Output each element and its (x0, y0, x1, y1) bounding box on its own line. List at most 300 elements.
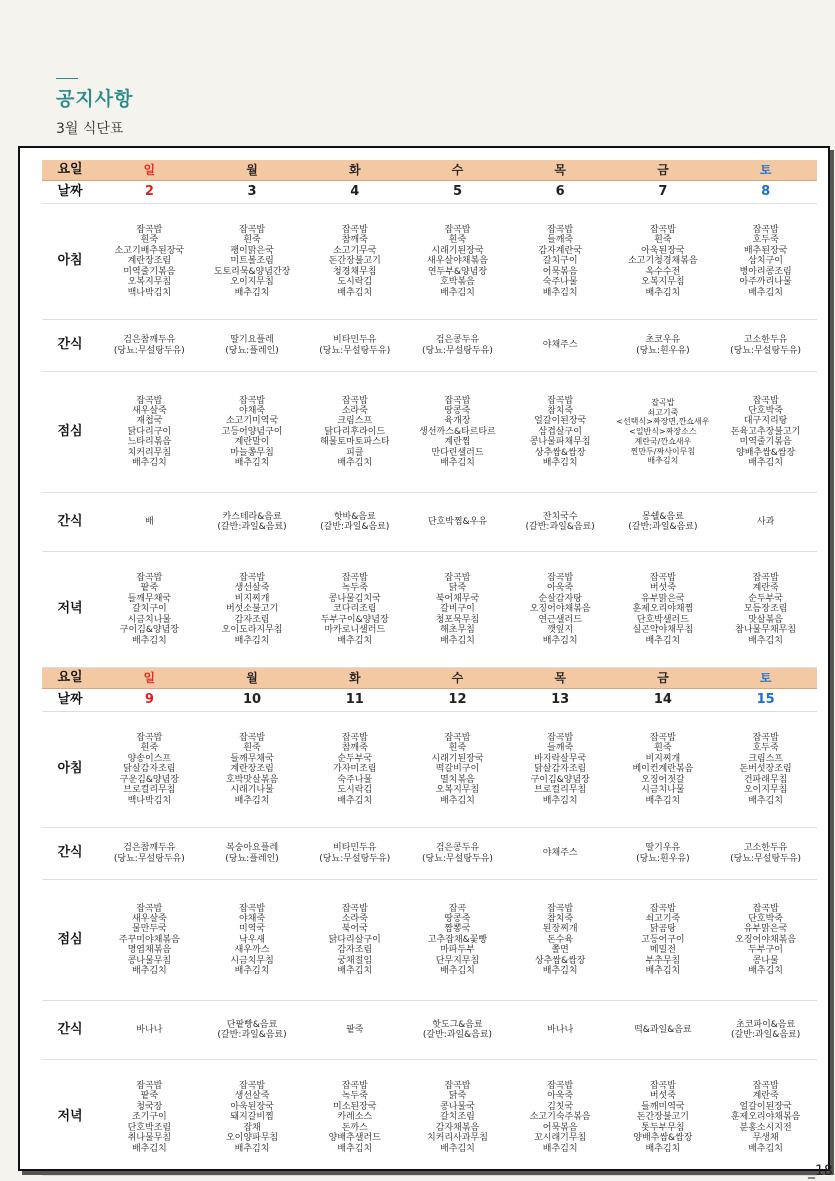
menu-cell (201, 552, 304, 668)
menu-cell (201, 1001, 304, 1060)
menu-item: 바지락살무국 (534, 753, 587, 764)
menu-item: 잡곡밥 (239, 573, 266, 584)
menu-item: 소고기미역국 (225, 416, 279, 427)
date-cell: 9 (98, 689, 201, 712)
menu-item: 배추김치 (440, 966, 475, 977)
menu-item: 배추김치 (234, 966, 270, 977)
menu-item: 시래기된장국 (431, 245, 484, 256)
meal-row-snack2 (42, 1001, 817, 1060)
menu-item: 팥죽 (140, 1091, 159, 1102)
menu-item: 유부맑은국 (641, 593, 685, 604)
menu-item: 연두부&양념장 (427, 266, 488, 277)
menu-cell (612, 880, 715, 1001)
day-header-row (42, 160, 817, 181)
menu-item: 배추김치 (748, 635, 783, 646)
menu-item: 배추된장국 (743, 245, 788, 256)
menu-item: 사과 (756, 516, 775, 527)
menu-item: 상추쌈&쌈장 (534, 955, 586, 966)
menu-item: 해초무침 (440, 625, 475, 636)
menu-item: 훈제오리야채볶음 (730, 1112, 801, 1123)
menu-item: 순두부국 (748, 593, 783, 604)
menu-item: (당뇨:무설탕두유) (730, 853, 802, 864)
menu-item: 호두죽 (752, 235, 779, 246)
menu-cell (201, 320, 304, 372)
day-header-cell: 토 (714, 160, 817, 181)
menu-item: 아욱죽 (547, 583, 574, 594)
menu-item: 도시락김 (337, 277, 373, 288)
menu-item: 미역줄기볶음 (123, 266, 176, 277)
menu-item: 궁채절임 (337, 955, 373, 966)
meal-row-snack1 (42, 320, 817, 372)
menu-cell (714, 880, 817, 1001)
menu-item: (갈반:과일&음료) (730, 1030, 801, 1040)
menu-item: 숙주나물 (337, 774, 373, 785)
menu-cell (303, 552, 406, 668)
date-row (42, 689, 817, 712)
menu-item: 배추김치 (542, 287, 578, 298)
menu-item: 잡곡 (448, 903, 467, 914)
menu-item: 계란국/깐쇼새우 (634, 436, 692, 446)
row-label-lunch: 점심 (42, 880, 98, 1001)
day-header-cell: 금 (612, 160, 715, 181)
menu-item: 검은참깨두유 (123, 843, 176, 854)
menu-item: 고소한두유 (743, 843, 788, 854)
menu-cell (714, 204, 817, 320)
menu-item: <일반식>짜장소스 (629, 427, 697, 437)
menu-item: 배추김치 (131, 1143, 167, 1154)
menu-item: 잔치국수 (542, 511, 578, 522)
menu-item: 미역줄기볶음 (739, 437, 792, 448)
menu-item: 참깨죽 (341, 235, 368, 246)
menu-item: 오이지무침 (743, 785, 788, 796)
menu-item: 분홍소시지전 (739, 1122, 792, 1133)
menu-item: 콩나물파채무침 (529, 437, 591, 448)
menu-item: 잡곡밥 (239, 395, 266, 406)
menu-item: 잡곡밥 (136, 573, 163, 584)
menu-item: 얼갈이된장국 (739, 1101, 792, 1112)
menu-item: 고소한두유 (743, 335, 788, 346)
menu-item: 계란장조림 (127, 256, 172, 267)
menu-item: 무생채 (752, 1133, 779, 1144)
menu-cell (509, 1001, 612, 1060)
menu-item: 시래기된장국 (431, 753, 484, 764)
menu-cell (509, 1060, 612, 1176)
menu-item: 마카로니샐러드 (324, 625, 386, 636)
menu-item: (당뇨:플레인) (225, 345, 279, 356)
menu-item: (당뇨:무설탕두유) (113, 345, 185, 356)
menu-item: 소고기무국 (333, 245, 377, 256)
menu-item: 고등어구이 (641, 934, 685, 945)
menu-item: 크림스프 (748, 753, 783, 764)
menu-item: 감자계란국 (538, 245, 582, 256)
menu-item: 카레소스 (337, 1112, 373, 1123)
menu-item: (갈반:과일&음료) (628, 522, 698, 532)
day-header-cell: 수 (406, 668, 509, 689)
menu-item: 잡곡밥 (444, 225, 471, 236)
menu-item: 육개장 (444, 416, 471, 427)
menu-item: 배추김치 (234, 287, 270, 298)
page-title: 공지사항 (56, 88, 134, 110)
menu-item: (당뇨:흰우유) (636, 345, 690, 356)
meal-row-breakfast (42, 204, 817, 320)
menu-item: 돈간장불고기 (636, 1112, 689, 1123)
menu-item: 팥죽 (346, 1024, 364, 1035)
menu-item: 야채죽 (239, 405, 266, 416)
menu-item: 아욱된장국 (230, 1101, 274, 1112)
menu-item: 배추김치 (748, 458, 783, 469)
menu-item: 청경채무침 (333, 266, 377, 277)
menu-cell (303, 1060, 406, 1176)
menu-item: 비타민두유 (333, 843, 377, 854)
menu-item: 배 (145, 516, 154, 527)
menu-item: 느타리볶음 (127, 437, 172, 448)
menu-item: 피클 (346, 447, 364, 458)
menu-item: 계란죽 (752, 1091, 779, 1102)
menu-item: 미역국 (239, 924, 266, 935)
menu-cell (303, 880, 406, 1001)
menu-item: 삼겹살구이 (538, 426, 582, 437)
menu-item: 삼치구이 (748, 256, 783, 267)
menu-item: 딸기우유 (645, 843, 681, 854)
menu-cell (98, 552, 201, 668)
day-header-cell: 일 (98, 668, 201, 689)
menu-cell (303, 712, 406, 828)
date-cell: 6 (509, 181, 612, 204)
menu-item: 양배추쌈&쌈장 (736, 447, 796, 458)
menu-item: 대구지리탕 (743, 416, 788, 427)
menu-cell (714, 493, 817, 552)
menu-item: 배추김치 (440, 795, 475, 806)
menu-item: 재첩국 (136, 416, 163, 427)
menu-item: 배추김치 (542, 966, 578, 977)
menu-cell (406, 828, 509, 880)
menu-item: 잡곡밥 (444, 573, 471, 584)
menu-item: 북어국 (341, 924, 368, 935)
menu-item: 잡채 (243, 1122, 261, 1133)
menu-item: 소고기배추된장국 (114, 245, 185, 256)
menu-item: 구이김&양념장 (119, 625, 179, 636)
menu-item: 잡곡밥 (649, 733, 676, 744)
menu-item: 소라죽 (341, 405, 368, 416)
menu-cell (406, 1060, 509, 1176)
menu-item: 오징어야채볶음 (735, 934, 797, 945)
menu-item: 배추김치 (645, 966, 681, 977)
menu-cell (98, 204, 201, 320)
menu-item: 들깨무채국 (127, 593, 172, 604)
menu-cell (612, 372, 715, 493)
menu-item: 초코우유 (645, 335, 681, 346)
menu-item: 감자조림 (337, 945, 373, 956)
day-header-cell: 토 (714, 668, 817, 689)
menu-item: 배추김치 (131, 458, 167, 469)
row-label-snack: 간식 (42, 1001, 98, 1060)
menu-item: 잡곡밥 (649, 225, 676, 236)
menu-item: 고등어양념구이 (221, 426, 283, 437)
menu-item: 맛살볶음 (748, 614, 783, 625)
menu-item: (갈반:과일&음료) (217, 1030, 287, 1040)
menu-item: 콩나물무침 (127, 955, 172, 966)
menu-item: 얼갈이된장국 (534, 416, 587, 427)
menu-item: 유부맑은국 (743, 924, 788, 935)
menu-item: 배추김치 (748, 795, 783, 806)
date-cell: 11 (303, 689, 406, 712)
menu-cell (406, 493, 509, 552)
date-cell: 7 (612, 181, 715, 204)
menu-item: 계란찜 (444, 437, 471, 448)
menu-item: 잡곡밥 (136, 733, 163, 744)
menu-item: 꼬시래기무침 (534, 1133, 587, 1144)
menu-item: 잡곡밥 (239, 903, 266, 914)
menu-item: 잡곡밥 (649, 903, 676, 914)
menu-item: 배추김치 (337, 966, 373, 977)
menu-item: 오복지무침 (127, 277, 172, 288)
menu-item: 배추김치 (542, 1143, 578, 1154)
menu-item: 흰죽 (654, 235, 672, 246)
menu-item: 바나나 (547, 1024, 574, 1035)
menu-item: 가자미조림 (333, 764, 377, 775)
menu-cell (509, 320, 612, 372)
row-label-day: 요일 (42, 160, 98, 181)
menu-item: 돼지갈비찜 (230, 1112, 274, 1123)
menu-item: 야채주스 (542, 848, 578, 859)
menu-item: 배추김치 (337, 458, 373, 469)
menu-item: 시금치무침 (230, 955, 274, 966)
menu-item: 코다리조림 (333, 604, 377, 615)
menu-item: (당뇨:무설탕두유) (422, 345, 493, 356)
menu-item: 연근샐러드 (538, 614, 582, 625)
menu-item: 초코파이&음료 (736, 1019, 796, 1030)
menu-cell (714, 1001, 817, 1060)
menu-item: 핫도그&음료 (432, 1019, 483, 1030)
menu-item: 오징어젓갈 (641, 774, 685, 785)
menu-item: 야채주스 (542, 340, 578, 351)
menu-item: 닭죽 (448, 1091, 467, 1102)
date-cell: 5 (406, 181, 509, 204)
menu-item: 아욱죽 (547, 1091, 574, 1102)
menu-cell (98, 320, 201, 372)
menu-item: 닭다리후라이드 (324, 426, 386, 437)
menu-cell (406, 1001, 509, 1060)
menu-item: 잡곡밥 (136, 1081, 163, 1092)
row-label-breakfast: 아침 (42, 712, 98, 828)
menu-cell (714, 552, 817, 668)
menu-item: 잡곡밥 (547, 225, 574, 236)
menu-item: 소고기숙주볶음 (529, 1112, 591, 1123)
meal-row-breakfast (42, 712, 817, 828)
menu-item: 배추김치 (542, 795, 578, 806)
menu-cell (98, 372, 201, 493)
menu-item: 새우살죽 (131, 405, 167, 416)
menu-item: 잡곡밥 (136, 225, 163, 236)
menu-item: 닭곰탕 (649, 924, 676, 935)
menu-item: 병아리콩조림 (739, 266, 792, 277)
row-label-snack: 간식 (42, 493, 98, 552)
day-header-cell: 수 (406, 160, 509, 181)
menu-item: 물만두국 (131, 924, 167, 935)
menu-item: 건파래무침 (743, 774, 788, 785)
menu-item: 생선살죽 (234, 583, 270, 594)
menu-item: 배추김치 (234, 635, 270, 646)
menu-item: 호두죽 (752, 743, 779, 754)
menu-item: 김칫국 (547, 1101, 574, 1112)
menu-item: 잡곡밥 (752, 395, 779, 406)
menu-item: 버섯소불고기 (225, 604, 279, 615)
menu-item: 순두부국 (337, 753, 373, 764)
menu-item: 도토리묵&양념간장 (213, 266, 291, 277)
menu-item: 배추김치 (234, 458, 270, 469)
menu-item: 돈까스 (341, 1122, 368, 1133)
day-header-cell: 월 (201, 668, 304, 689)
row-label-lunch: 점심 (42, 372, 98, 493)
menu-cell (303, 204, 406, 320)
menu-item: 흰죽 (243, 743, 261, 754)
menu-cell (612, 552, 715, 668)
menu-cell (303, 320, 406, 372)
menu-cell (612, 712, 715, 828)
menu-cell (509, 204, 612, 320)
menu-item: 잡곡밥 (341, 903, 368, 914)
meal-row-snack2 (42, 493, 817, 552)
menu-item: 미트볼조림 (230, 256, 274, 267)
menu-cell (612, 320, 715, 372)
menu-item: 참나물무채무침 (735, 625, 797, 636)
menu-item: 녹두죽 (341, 1091, 368, 1102)
row-label-snack: 간식 (42, 320, 98, 372)
menu-item: 소라죽 (341, 913, 368, 924)
menu-item: 감자조림 (234, 614, 270, 625)
menu-item: 배추김치 (337, 1143, 373, 1154)
menu-item: 구이김&양념장 (530, 774, 590, 785)
menu-item: 잡곡밥 (341, 733, 368, 744)
menu-item: 콩나물김치국 (328, 593, 381, 604)
menu-item: 배추김치 (440, 635, 475, 646)
menu-item: 잡곡밥 (752, 733, 779, 744)
date-cell: 12 (406, 689, 509, 712)
menu-item: (당뇨:무설탕두유) (319, 853, 391, 864)
menu-item: 배추김치 (440, 458, 475, 469)
menu-item: 잡곡밥 (547, 903, 574, 914)
menu-item: 잡곡밥 (547, 733, 574, 744)
menu-item: 어묵볶음 (542, 1122, 578, 1133)
menu-item: 미소된장국 (333, 1101, 377, 1112)
menu-item: 잡곡밥 (752, 225, 779, 236)
menu-item: 들깨미역국 (641, 1101, 685, 1112)
menu-item: 배추김치 (748, 287, 783, 298)
menu-item: 배추김치 (647, 456, 679, 466)
menu-cell (714, 712, 817, 828)
menu-item: 돈육고추장불고기 (730, 426, 801, 437)
menu-item: 잡곡밥 (239, 1081, 266, 1092)
menu-item: 새우까스 (234, 945, 270, 956)
date-cell: 2 (98, 181, 201, 204)
menu-item: 잡곡밥 (444, 395, 471, 406)
menu-item: 콩나물국 (440, 1101, 475, 1112)
menu-item: 갈비구이 (440, 604, 475, 615)
menu-item: 검은콩두유 (435, 335, 480, 346)
day-header-cell: 금 (612, 668, 715, 689)
menu-item: 떡갈비구이 (435, 764, 480, 775)
menu-item: 참치죽 (547, 913, 574, 924)
menu-item: 잡곡밥 (341, 225, 368, 236)
menu-item: 흰죽 (448, 235, 467, 246)
menu-item: 잡곡밥 (136, 395, 163, 406)
menu-item: 백나박김치 (127, 795, 172, 806)
menu-item: 북어채무국 (435, 593, 480, 604)
menu-item: 비타민두유 (333, 335, 377, 346)
menu-item: 들깨죽 (547, 743, 574, 754)
menu-item: 백나박김치 (127, 287, 172, 298)
menu-item: 잡곡밥 (651, 397, 675, 407)
menu-item: 부추무침 (645, 955, 681, 966)
menu-item: 흰죽 (448, 743, 467, 754)
row-label-snack: 간식 (42, 828, 98, 880)
menu-item: 단호박죽 (748, 405, 783, 416)
menu-item: 양배추쌈&쌈장 (633, 1133, 693, 1144)
menu-item: 배추김치 (748, 1143, 783, 1154)
menu-item: 잡곡밥 (341, 395, 368, 406)
menu-item: 양배추샐러드 (328, 1133, 381, 1144)
menu-item: 검은참깨두유 (123, 335, 176, 346)
menu-item: 메밀전 (649, 945, 676, 956)
menu-item: 닭죽 (448, 583, 467, 594)
menu-item: 치커리무침 (127, 447, 172, 458)
menu-item: 아욱된장국 (641, 245, 685, 256)
day-header-cell: 화 (303, 668, 406, 689)
menu-item: 들깨죽 (547, 235, 574, 246)
date-cell: 8 (714, 181, 817, 204)
menu-item: 오징어야채볶음 (529, 604, 591, 615)
menu-item: 닭살감자조림 (123, 764, 176, 775)
menu-cell (98, 712, 201, 828)
menu-cell (509, 552, 612, 668)
menu-item: 크림스프 (337, 416, 373, 427)
menu-cell (98, 828, 201, 880)
menu-cell (201, 1060, 304, 1176)
menu-frame (18, 146, 830, 1171)
meal-row-dinner (42, 552, 817, 668)
menu-item: 두부구이 (748, 945, 783, 956)
menu-item: 잡곡밥 (444, 733, 471, 744)
meal-row-snack1 (42, 828, 817, 880)
menu-item: 오이양파무침 (225, 1133, 279, 1144)
menu-item: 찐만두/짜사이무침 (630, 446, 696, 456)
menu-item: 팥죽 (140, 583, 159, 594)
menu-item: 멸치볶음 (440, 774, 475, 785)
menu-item: 콩나물 (752, 955, 779, 966)
menu-item: 흰죽 (654, 743, 672, 754)
date-row (42, 181, 817, 204)
menu-cell (714, 1060, 817, 1176)
menu-item: 어묵볶음 (542, 266, 578, 277)
menu-item: 양송이스프 (127, 753, 172, 764)
menu-cell (201, 828, 304, 880)
menu-item: 배추김치 (645, 795, 681, 806)
menu-cell (201, 712, 304, 828)
menu-item: 야채죽 (239, 913, 266, 924)
menu-cell (509, 372, 612, 493)
menu-cell (98, 1060, 201, 1176)
menu-cell (98, 493, 201, 552)
menu-item: 훈제오리야채찜 (632, 604, 694, 615)
menu-item: 잡곡밥 (752, 1081, 779, 1092)
menu-item: 단호박죽 (748, 913, 783, 924)
menu-item: 돈간장불고기 (328, 256, 381, 267)
menu-cell (509, 493, 612, 552)
menu-item: 녹두죽 (341, 583, 368, 594)
menu-cell (406, 552, 509, 668)
menu-cell (303, 372, 406, 493)
menu-item: 구운김&양념장 (119, 774, 179, 785)
